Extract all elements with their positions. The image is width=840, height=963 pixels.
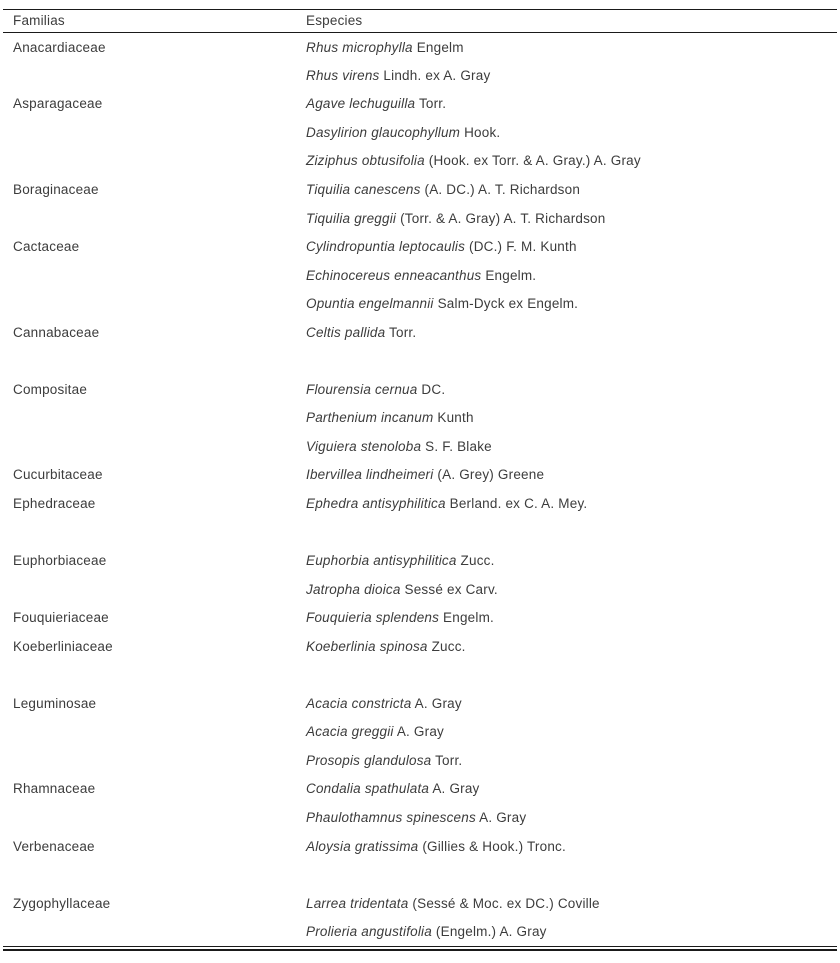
especie-cell	[299, 204, 837, 233]
species-binomial: Phaulothamnus spinescens	[306, 810, 476, 826]
familia-cell	[3, 289, 299, 318]
familia-cell	[3, 718, 299, 747]
species-binomial: Agave lechuguilla	[306, 96, 416, 112]
table-row	[3, 261, 837, 290]
species-authority: A. Gray	[393, 724, 444, 740]
species-authority: (DC.) F. M. Kunth	[465, 239, 577, 255]
especie-cell	[299, 632, 837, 661]
especie-cell	[299, 575, 837, 604]
species-binomial: Ziziphus obtusifolia	[306, 153, 425, 169]
species-binomial: Rhus virens	[306, 67, 380, 83]
species-binomial: Parthenium incanum	[306, 410, 434, 426]
especie-cell	[299, 832, 837, 861]
especie-cell	[299, 318, 837, 347]
especie-cell	[299, 917, 837, 946]
especie-cell	[299, 33, 837, 62]
species-authority: (Sessé & Moc. ex DC.) Coville	[408, 895, 600, 911]
species-binomial: Cylindropuntia leptocaulis	[306, 239, 466, 255]
familia-cell	[3, 404, 299, 433]
species-binomial: Jatropha dioica	[306, 581, 401, 597]
species-binomial: Prolieria angustifolia	[306, 923, 432, 939]
table-row	[3, 889, 837, 918]
familia-cell: Koeberliniaceae	[13, 638, 113, 654]
species-binomial: Acacia constricta	[306, 695, 412, 711]
especie-cell	[299, 432, 837, 461]
table-row	[3, 461, 837, 490]
species-authority: (A. DC.) A. T. Richardson	[420, 182, 581, 197]
species-binomial: Celtis pallida	[306, 324, 386, 340]
species-authority: Salm-Dyck ex Engelm.	[433, 296, 579, 312]
especie-cell	[299, 61, 837, 90]
familia-cell	[3, 746, 299, 775]
familia-cell: Verbenaceae	[13, 838, 95, 854]
species-binomial: Aloysia gratissima	[306, 838, 419, 854]
especie-cell	[299, 232, 837, 261]
species-binomial: Ibervillea lindheimeri	[306, 467, 434, 483]
table-row	[3, 718, 837, 747]
species-binomial: Koeberlinia spinosa	[306, 638, 428, 654]
species-table-wrap	[3, 9, 837, 951]
especie-cell	[299, 746, 837, 775]
species-binomial: Fouquieria splendens	[306, 610, 440, 626]
table-row	[3, 118, 837, 147]
species-binomial: Larrea tridentata	[306, 895, 409, 911]
especie-cell	[299, 603, 837, 632]
spacer-cell	[3, 860, 837, 889]
species-authority: Torr.	[415, 96, 447, 112]
species-binomial: Tiquilia canescens	[306, 182, 421, 197]
spacer-row	[3, 860, 837, 889]
familia-cell: Cannabaceae	[13, 324, 100, 340]
column-header-especies: Especies	[299, 10, 837, 33]
species-binomial: Opuntia engelmannii	[306, 296, 434, 312]
familia-cell: Asparagaceae	[13, 96, 103, 112]
familia-cell: Ephedraceae	[13, 496, 96, 512]
table-row	[3, 746, 837, 775]
especie-cell	[299, 889, 837, 918]
species-binomial: Condalia spathulata	[306, 781, 430, 797]
table-row	[3, 232, 837, 261]
familia-cell	[3, 917, 299, 946]
table-row	[3, 803, 837, 832]
spacer-cell	[3, 347, 837, 376]
especie-cell	[299, 175, 837, 204]
spacer-row	[3, 518, 837, 547]
table-row	[3, 33, 837, 62]
species-authority: A. Gray	[429, 781, 480, 797]
spacer-row	[3, 347, 837, 376]
especie-cell	[299, 261, 837, 290]
species-table	[3, 9, 837, 947]
table-row	[3, 546, 837, 575]
species-binomial: Prosopis glandulosa	[306, 752, 432, 768]
table-row	[3, 432, 837, 461]
species-authority: Zucc.	[427, 638, 466, 654]
species-authority: S. F. Blake	[421, 438, 492, 454]
table-body	[3, 33, 837, 947]
familia-cell: Leguminosae	[13, 695, 97, 711]
species-authority: Hook.	[460, 124, 501, 140]
spacer-row	[3, 661, 837, 690]
familia-cell: Fouquieriaceae	[13, 610, 109, 626]
species-authority: Engelm.	[481, 267, 537, 283]
table-header	[3, 10, 837, 33]
table-row	[3, 147, 837, 176]
species-authority: A. Gray	[475, 810, 527, 826]
species-binomial: Euphorbia antisyphilitica	[306, 553, 457, 569]
especie-cell	[299, 375, 837, 404]
species-binomial: Acacia greggii	[306, 724, 394, 740]
familia-cell	[3, 432, 299, 461]
table-row	[3, 603, 837, 632]
species-authority: Lindh. ex A. Gray	[379, 67, 491, 83]
especie-cell	[299, 546, 837, 575]
species-binomial: Dasylirion glaucophyllum	[306, 124, 461, 140]
table-row	[3, 404, 837, 433]
especie-cell	[299, 775, 837, 804]
especie-cell	[299, 147, 837, 176]
column-header-familias: Familias	[3, 10, 299, 33]
species-authority: Engelm	[412, 39, 464, 55]
familia-cell	[3, 204, 299, 233]
table-row	[3, 90, 837, 119]
species-authority: Zucc.	[456, 553, 495, 569]
especie-cell	[299, 118, 837, 147]
familia-cell: Zygophyllaceae	[13, 895, 111, 911]
species-authority: Sessé ex Carv.	[400, 581, 498, 597]
spacer-cell	[3, 661, 837, 690]
species-authority: Torr.	[431, 752, 463, 768]
familia-cell: Euphorbiaceae	[13, 553, 107, 569]
table-row	[3, 318, 837, 347]
especie-cell	[299, 90, 837, 119]
table-row	[3, 917, 837, 946]
species-authority: (A. Grey) Greene	[433, 467, 545, 483]
table-row	[3, 832, 837, 861]
species-authority: (Engelm.) A. Gray	[431, 923, 547, 939]
familia-cell: Boraginaceae	[13, 182, 99, 197]
table-row	[3, 204, 837, 233]
species-authority: A. Gray	[411, 695, 462, 711]
species-authority: Engelm.	[439, 610, 494, 626]
species-authority: (Torr. & A. Gray) A. T. Richardson	[396, 210, 606, 226]
species-authority: Torr.	[385, 324, 417, 340]
familia-cell: Compositae	[13, 381, 88, 397]
species-binomial: Tiquilia greggii	[306, 210, 397, 226]
especie-cell	[299, 404, 837, 433]
species-authority: Kunth	[433, 410, 474, 426]
table-row	[3, 775, 837, 804]
especie-cell	[299, 289, 837, 318]
familia-cell	[3, 261, 299, 290]
familia-cell: Rhamnaceae	[13, 781, 96, 797]
table-row	[3, 61, 837, 90]
familia-cell	[3, 575, 299, 604]
especie-cell	[299, 803, 837, 832]
familia-cell	[3, 147, 299, 176]
especie-cell	[299, 489, 837, 518]
especie-cell	[299, 718, 837, 747]
table-row	[3, 575, 837, 604]
table-row	[3, 375, 837, 404]
table-row	[3, 632, 837, 661]
spacer-cell	[3, 518, 837, 547]
species-authority: (Gillies & Hook.) Tronc.	[418, 838, 566, 854]
species-authority: (Hook. ex Torr. & A. Gray.) A. Gray	[424, 153, 641, 169]
familia-cell	[3, 118, 299, 147]
species-authority: DC.	[417, 381, 446, 397]
species-binomial: Ephedra antisyphilitica	[306, 496, 446, 512]
table-row	[3, 175, 837, 204]
table-bottom-rule	[3, 949, 837, 951]
table-row	[3, 689, 837, 718]
familia-cell: Cucurbitaceae	[13, 467, 103, 483]
table-row	[3, 489, 837, 518]
species-binomial: Flourensia cernua	[306, 381, 418, 397]
especie-cell	[299, 461, 837, 490]
species-binomial: Viguiera stenoloba	[306, 438, 422, 454]
species-binomial: Rhus microphylla	[306, 39, 413, 55]
familia-cell	[3, 61, 299, 90]
familia-cell: Anacardiaceae	[13, 39, 106, 55]
header-row	[3, 10, 837, 33]
familia-cell	[3, 803, 299, 832]
table-row	[3, 289, 837, 318]
especie-cell	[299, 689, 837, 718]
species-binomial: Echinocereus enneacanthus	[306, 267, 482, 283]
species-authority: Berland. ex C. A. Mey.	[445, 496, 588, 512]
familia-cell: Cactaceae	[13, 239, 80, 255]
